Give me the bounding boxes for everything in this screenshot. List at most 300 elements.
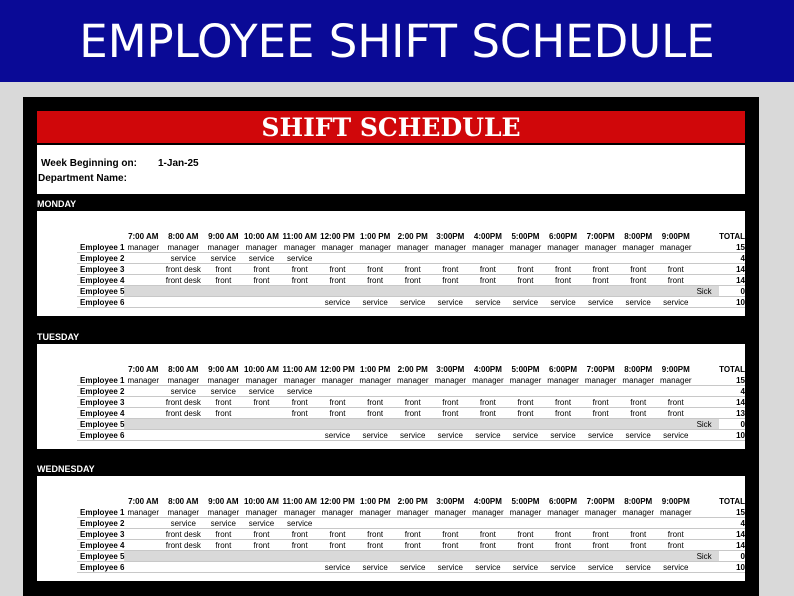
status-note[interactable]	[695, 562, 719, 573]
shift-cell[interactable]: front	[319, 397, 357, 408]
shift-cell[interactable]: service	[657, 562, 695, 573]
shift-cell[interactable]: front	[205, 397, 243, 408]
shift-cell[interactable]: manager	[319, 242, 357, 253]
shift-cell[interactable]: front	[205, 408, 243, 419]
shift-cell[interactable]: front	[242, 540, 281, 551]
shift-cell[interactable]: service	[162, 253, 204, 264]
shift-cell[interactable]: front	[619, 275, 657, 286]
time-header: 1:00 PM	[360, 496, 391, 506]
shift-cell[interactable]: front	[394, 264, 432, 275]
shift-cell[interactable]: front	[507, 408, 545, 419]
shift-cell[interactable]	[319, 386, 357, 397]
shift-cell[interactable]	[432, 386, 470, 397]
shift-cell[interactable]: front	[356, 397, 394, 408]
shift-cell[interactable]	[124, 286, 162, 297]
status-note[interactable]	[695, 386, 719, 397]
shift-cell[interactable]: manager	[432, 507, 470, 518]
shift-cell[interactable]: manager	[544, 242, 582, 253]
shift-cell[interactable]: front	[432, 275, 470, 286]
status-note[interactable]	[695, 375, 719, 386]
shift-cell[interactable]: service	[432, 297, 470, 308]
shift-cell[interactable]: service	[507, 430, 545, 441]
shift-cell[interactable]: front	[544, 408, 582, 419]
row-total: 15	[719, 242, 745, 253]
shift-cell[interactable]: manager	[432, 242, 470, 253]
shift-cell[interactable]	[124, 297, 162, 308]
shift-cell[interactable]: front	[281, 408, 319, 419]
shift-cell[interactable]: front	[281, 529, 319, 540]
shift-cell[interactable]: service	[205, 253, 243, 264]
shift-cell[interactable]	[162, 297, 204, 308]
shift-cell[interactable]: front	[657, 540, 695, 551]
shift-cell[interactable]: service	[356, 562, 394, 573]
shift-cell[interactable]	[319, 253, 357, 264]
shift-cell[interactable]	[205, 419, 243, 430]
shift-cell[interactable]	[469, 419, 507, 430]
shift-cell[interactable]	[124, 551, 162, 562]
status-note[interactable]	[695, 507, 719, 518]
shift-cell[interactable]	[544, 253, 582, 264]
shift-cell[interactable]: service	[544, 562, 582, 573]
shift-cell[interactable]: service	[205, 386, 243, 397]
shift-cell[interactable]: front	[619, 408, 657, 419]
shift-cell[interactable]: manager	[124, 242, 162, 253]
time-header: 8:00 AM	[168, 364, 199, 374]
shift-cell[interactable]	[205, 297, 243, 308]
shift-cell[interactable]: front	[394, 397, 432, 408]
shift-cell[interactable]	[507, 419, 545, 430]
shift-cell[interactable]	[124, 540, 162, 551]
shift-cell[interactable]: front	[507, 275, 545, 286]
shift-cell[interactable]	[394, 518, 432, 529]
shift-cell[interactable]	[124, 253, 162, 264]
shift-cell[interactable]	[394, 551, 432, 562]
shift-cell[interactable]: front	[657, 264, 695, 275]
shift-cell[interactable]: manager	[356, 507, 394, 518]
shift-cell[interactable]: front	[394, 408, 432, 419]
shift-cell[interactable]: manager	[657, 507, 695, 518]
shift-cell[interactable]: front	[356, 408, 394, 419]
shift-cell[interactable]	[162, 551, 204, 562]
row-total: 13	[719, 408, 745, 419]
shift-cell[interactable]: front	[281, 397, 319, 408]
shift-cell[interactable]: service	[281, 386, 319, 397]
shift-cell[interactable]: front	[619, 529, 657, 540]
shift-cell[interactable]: front	[657, 397, 695, 408]
shift-cell[interactable]	[582, 253, 620, 264]
status-note[interactable]: Sick	[695, 551, 719, 562]
shift-cell[interactable]	[281, 562, 319, 573]
table-row	[77, 562, 745, 573]
shift-cell[interactable]	[319, 419, 357, 430]
shift-cell[interactable]	[205, 430, 243, 441]
time-header: 7:00PM	[586, 496, 615, 506]
shift-cell[interactable]: manager	[242, 507, 281, 518]
shift-cell[interactable]	[582, 518, 620, 529]
shift-cell[interactable]	[124, 264, 162, 275]
shift-cell[interactable]: manager	[319, 375, 357, 386]
status-note[interactable]	[695, 518, 719, 529]
shift-cell[interactable]	[469, 286, 507, 297]
shift-cell[interactable]: front	[205, 264, 243, 275]
shift-cell[interactable]: front	[242, 264, 281, 275]
shift-cell[interactable]: front	[544, 264, 582, 275]
shift-cell[interactable]: service	[469, 562, 507, 573]
time-header: 8:00 AM	[168, 496, 199, 506]
shift-cell[interactable]	[582, 551, 620, 562]
shift-cell[interactable]	[281, 286, 319, 297]
shift-cell[interactable]	[619, 551, 657, 562]
shift-cell[interactable]: service	[242, 386, 281, 397]
time-header: 2:00 PM	[397, 496, 428, 506]
shift-cell[interactable]: manager	[582, 507, 620, 518]
shift-cell[interactable]: front	[657, 529, 695, 540]
shift-cell[interactable]	[432, 253, 470, 264]
shift-cell[interactable]: service	[432, 562, 470, 573]
shift-cell[interactable]	[242, 286, 281, 297]
shift-cell[interactable]	[162, 419, 204, 430]
shift-cell[interactable]: manager	[162, 375, 204, 386]
shift-cell[interactable]: manager	[162, 242, 204, 253]
shift-cell[interactable]: manager	[657, 375, 695, 386]
shift-cell[interactable]: manager	[205, 507, 243, 518]
shift-cell[interactable]	[356, 286, 394, 297]
shift-cell[interactable]	[162, 286, 204, 297]
shift-cell[interactable]: manager	[432, 375, 470, 386]
shift-cell[interactable]: manager	[205, 242, 243, 253]
shift-cell[interactable]: service	[205, 518, 243, 529]
shift-cell[interactable]: front	[205, 529, 243, 540]
status-note[interactable]	[695, 297, 719, 308]
shift-cell[interactable]	[544, 286, 582, 297]
shift-cell[interactable]: front	[432, 264, 470, 275]
shift-cell[interactable]: manager	[469, 375, 507, 386]
shift-cell[interactable]	[582, 386, 620, 397]
shift-cell[interactable]: manager	[619, 507, 657, 518]
shift-cell[interactable]: front	[319, 529, 357, 540]
shift-cell[interactable]	[469, 551, 507, 562]
shift-cell[interactable]: front	[507, 540, 545, 551]
shift-cell[interactable]	[356, 386, 394, 397]
shift-cell[interactable]	[619, 386, 657, 397]
status-note[interactable]	[695, 397, 719, 408]
shift-cell[interactable]: front	[507, 529, 545, 540]
shift-cell[interactable]: service	[469, 297, 507, 308]
shift-cell[interactable]	[657, 551, 695, 562]
shift-cell[interactable]: manager	[394, 507, 432, 518]
shift-cell[interactable]	[469, 253, 507, 264]
status-note[interactable]	[695, 242, 719, 253]
shift-cell[interactable]: front	[582, 408, 620, 419]
status-note[interactable]	[695, 430, 719, 441]
shift-cell[interactable]: manager	[582, 242, 620, 253]
shift-cell[interactable]: front	[281, 264, 319, 275]
shift-cell[interactable]	[162, 562, 204, 573]
shift-cell[interactable]	[582, 286, 620, 297]
shift-cell[interactable]	[242, 430, 281, 441]
shift-cell[interactable]: front	[469, 397, 507, 408]
shift-cell[interactable]	[124, 518, 162, 529]
shift-cell[interactable]: service	[394, 562, 432, 573]
shift-cell[interactable]: service	[582, 297, 620, 308]
shift-cell[interactable]	[356, 518, 394, 529]
shift-cell[interactable]: front	[319, 540, 357, 551]
shift-cell[interactable]	[281, 551, 319, 562]
shift-cell[interactable]: front	[544, 540, 582, 551]
shift-cell[interactable]: front	[319, 275, 357, 286]
shift-cell[interactable]: front	[544, 275, 582, 286]
shift-cell[interactable]: manager	[507, 242, 545, 253]
status-note[interactable]	[695, 529, 719, 540]
shift-cell[interactable]	[657, 419, 695, 430]
shift-cell[interactable]	[432, 518, 470, 529]
shift-cell[interactable]: service	[544, 297, 582, 308]
shift-cell[interactable]: manager	[544, 507, 582, 518]
shift-cell[interactable]: front	[432, 540, 470, 551]
shift-cell[interactable]: front	[657, 275, 695, 286]
shift-cell[interactable]: front	[507, 397, 545, 408]
shift-cell[interactable]	[619, 419, 657, 430]
shift-cell[interactable]: manager	[657, 242, 695, 253]
shift-cell[interactable]: service	[319, 562, 357, 573]
shift-cell[interactable]: manager	[469, 507, 507, 518]
shift-cell[interactable]: manager	[469, 242, 507, 253]
shift-cell[interactable]: service	[544, 430, 582, 441]
week-value[interactable]: 1-Jan-25	[158, 158, 199, 169]
shift-cell[interactable]: manager	[544, 375, 582, 386]
shift-cell[interactable]: front	[544, 397, 582, 408]
shift-cell[interactable]	[469, 518, 507, 529]
status-note[interactable]	[695, 264, 719, 275]
shift-cell[interactable]: front	[205, 540, 243, 551]
shift-cell[interactable]: service	[356, 430, 394, 441]
shift-cell[interactable]: manager	[356, 375, 394, 386]
shift-cell[interactable]: manager	[281, 242, 319, 253]
status-note[interactable]: Sick	[695, 419, 719, 430]
shift-cell[interactable]: manager	[619, 375, 657, 386]
shift-cell[interactable]	[544, 551, 582, 562]
shift-cell[interactable]	[507, 286, 545, 297]
shift-cell[interactable]: front	[619, 397, 657, 408]
shift-cell[interactable]: front	[469, 408, 507, 419]
shift-cell[interactable]: front	[394, 540, 432, 551]
shift-cell[interactable]	[356, 551, 394, 562]
shift-cell[interactable]: front	[356, 540, 394, 551]
shift-cell[interactable]: service	[619, 562, 657, 573]
shift-cell[interactable]: front	[319, 264, 357, 275]
shift-cell[interactable]	[242, 562, 281, 573]
shift-cell[interactable]: service	[162, 518, 204, 529]
shift-cell[interactable]: front	[582, 264, 620, 275]
shift-cell[interactable]: service	[469, 430, 507, 441]
shift-cell[interactable]	[124, 430, 162, 441]
shift-cell[interactable]	[394, 253, 432, 264]
shift-cell[interactable]: manager	[619, 242, 657, 253]
shift-cell[interactable]	[124, 386, 162, 397]
shift-cell[interactable]: front	[582, 397, 620, 408]
table-row	[77, 286, 745, 297]
shift-cell[interactable]: manager	[124, 507, 162, 518]
shift-cell[interactable]	[205, 562, 243, 573]
shift-cell[interactable]	[356, 253, 394, 264]
status-note[interactable]	[695, 253, 719, 264]
shift-cell[interactable]: front	[469, 264, 507, 275]
shift-cell[interactable]: service	[394, 430, 432, 441]
shift-cell[interactable]: manager	[281, 375, 319, 386]
shift-cell[interactable]: front	[582, 540, 620, 551]
shift-cell[interactable]	[242, 419, 281, 430]
shift-cell[interactable]: service	[281, 253, 319, 264]
shift-cell[interactable]: service	[242, 253, 281, 264]
shift-cell[interactable]: service	[162, 386, 204, 397]
shift-cell[interactable]: service	[394, 297, 432, 308]
shift-cell[interactable]: front	[356, 264, 394, 275]
shift-cell[interactable]	[356, 419, 394, 430]
shift-cell[interactable]	[507, 253, 545, 264]
shift-cell[interactable]: manager	[394, 375, 432, 386]
shift-cell[interactable]: front desk	[162, 408, 204, 419]
shift-cell[interactable]: front	[619, 540, 657, 551]
shift-cell[interactable]: front	[242, 397, 281, 408]
shift-cell[interactable]: front desk	[162, 529, 204, 540]
shift-cell[interactable]	[162, 430, 204, 441]
shift-cell[interactable]: front	[356, 275, 394, 286]
shift-cell[interactable]: manager	[242, 375, 281, 386]
shift-cell[interactable]: front	[356, 529, 394, 540]
shift-cell[interactable]: front	[205, 275, 243, 286]
shift-cell[interactable]	[394, 386, 432, 397]
shift-cell[interactable]	[544, 419, 582, 430]
shift-cell[interactable]	[432, 419, 470, 430]
shift-cell[interactable]: front	[394, 529, 432, 540]
shift-cell[interactable]: front desk	[162, 275, 204, 286]
shift-cell[interactable]: front	[281, 540, 319, 551]
shift-cell[interactable]	[242, 551, 281, 562]
shift-cell[interactable]: manager	[507, 375, 545, 386]
shift-cell[interactable]: front	[544, 529, 582, 540]
shift-cell[interactable]	[544, 518, 582, 529]
shift-cell[interactable]: service	[619, 430, 657, 441]
shift-cell[interactable]: front	[507, 264, 545, 275]
shift-cell[interactable]	[619, 253, 657, 264]
status-note[interactable]	[695, 275, 719, 286]
shift-cell[interactable]: manager	[124, 375, 162, 386]
shift-cell[interactable]: service	[582, 430, 620, 441]
shift-cell[interactable]	[242, 408, 281, 419]
shift-cell[interactable]: front	[281, 275, 319, 286]
shift-cell[interactable]	[319, 286, 357, 297]
shift-cell[interactable]: service	[657, 297, 695, 308]
shift-cell[interactable]: service	[507, 562, 545, 573]
shift-cell[interactable]: front	[432, 397, 470, 408]
status-note[interactable]	[695, 408, 719, 419]
shift-cell[interactable]: service	[242, 518, 281, 529]
shift-cell[interactable]	[319, 518, 357, 529]
shift-cell[interactable]	[124, 529, 162, 540]
shift-cell[interactable]: front desk	[162, 264, 204, 275]
shift-cell[interactable]: manager	[242, 242, 281, 253]
shift-cell[interactable]	[281, 297, 319, 308]
shift-cell[interactable]: manager	[162, 507, 204, 518]
shift-cell[interactable]: manager	[281, 507, 319, 518]
shift-cell[interactable]: front	[582, 529, 620, 540]
shift-cell[interactable]: manager	[205, 375, 243, 386]
shift-cell[interactable]	[507, 386, 545, 397]
shift-cell[interactable]: service	[657, 430, 695, 441]
shift-cell[interactable]: service	[619, 297, 657, 308]
shift-cell[interactable]	[619, 518, 657, 529]
shift-cell[interactable]: manager	[394, 242, 432, 253]
sheet-title: SHIFT SCHEDULE	[37, 111, 745, 143]
shift-cell[interactable]: front	[469, 529, 507, 540]
shift-cell[interactable]	[281, 419, 319, 430]
shift-cell[interactable]: front	[469, 275, 507, 286]
shift-cell[interactable]: front desk	[162, 397, 204, 408]
shift-cell[interactable]: front	[242, 275, 281, 286]
shift-cell[interactable]: service	[507, 297, 545, 308]
shift-cell[interactable]: front	[657, 408, 695, 419]
shift-cell[interactable]: service	[356, 297, 394, 308]
shift-cell[interactable]: front	[432, 529, 470, 540]
shift-cell[interactable]	[124, 419, 162, 430]
shift-cell[interactable]: front	[469, 540, 507, 551]
shift-cell[interactable]	[657, 253, 695, 264]
shift-cell[interactable]	[657, 518, 695, 529]
shift-cell[interactable]	[657, 286, 695, 297]
shift-cell[interactable]	[619, 286, 657, 297]
shift-cell[interactable]	[507, 551, 545, 562]
shift-cell[interactable]	[432, 286, 470, 297]
shift-cell[interactable]: front	[319, 408, 357, 419]
status-note[interactable]: Sick	[695, 286, 719, 297]
shift-cell[interactable]	[124, 397, 162, 408]
shift-cell[interactable]: manager	[356, 242, 394, 253]
shift-cell[interactable]: front desk	[162, 540, 204, 551]
shift-cell[interactable]	[657, 386, 695, 397]
shift-cell[interactable]: manager	[507, 507, 545, 518]
shift-cell[interactable]: front	[242, 529, 281, 540]
shift-cell[interactable]: front	[582, 275, 620, 286]
shift-cell[interactable]	[205, 551, 243, 562]
shift-cell[interactable]: service	[319, 430, 357, 441]
shift-cell[interactable]: manager	[319, 507, 357, 518]
shift-cell[interactable]: front	[619, 264, 657, 275]
shift-cell[interactable]	[124, 275, 162, 286]
shift-cell[interactable]	[469, 386, 507, 397]
shift-cell[interactable]: service	[582, 562, 620, 573]
shift-cell[interactable]: front	[432, 408, 470, 419]
shift-cell[interactable]	[281, 430, 319, 441]
shift-cell[interactable]	[544, 386, 582, 397]
shift-cell[interactable]: manager	[582, 375, 620, 386]
shift-cell[interactable]	[124, 562, 162, 573]
shift-cell[interactable]: service	[319, 297, 357, 308]
shift-cell[interactable]	[582, 419, 620, 430]
shift-cell[interactable]	[394, 286, 432, 297]
shift-cell[interactable]: service	[281, 518, 319, 529]
shift-cell[interactable]: front	[394, 275, 432, 286]
shift-cell[interactable]	[319, 551, 357, 562]
shift-cell[interactable]	[432, 551, 470, 562]
shift-cell[interactable]	[394, 419, 432, 430]
shift-cell[interactable]	[507, 518, 545, 529]
shift-cell[interactable]	[124, 408, 162, 419]
shift-cell[interactable]: service	[432, 430, 470, 441]
status-note[interactable]	[695, 540, 719, 551]
schedule-table	[77, 363, 745, 441]
shift-cell[interactable]	[242, 297, 281, 308]
shift-cell[interactable]	[205, 286, 243, 297]
